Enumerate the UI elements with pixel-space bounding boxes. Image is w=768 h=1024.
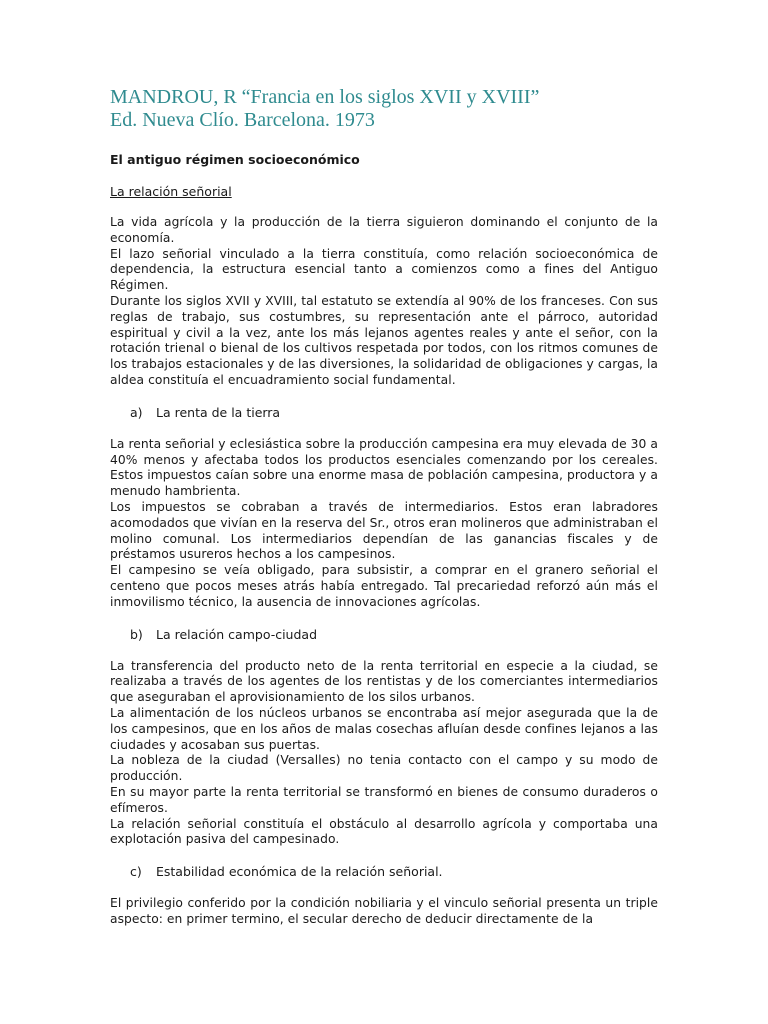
paragraph: La nobleza de la ciudad (Versalles) no tenia contacto con el campo y su modo de producción. <box>110 753 658 784</box>
section-c-block <box>110 896 658 928</box>
section-subheading: La relación señorial <box>110 184 232 199</box>
paragraph: La relación señorial constituía el obstáculo al desarrollo agrícola y comportaba una explotación pasiva del campesinado. <box>110 816 658 847</box>
list-item-title: Estabilidad económica de la relación señorial. <box>156 864 443 880</box>
paragraph: El lazo señorial vinculado a la tierra constituía, como relación socioeconómica de dependencia, la estructura esencial tanto a comienzos como a fines del Antiguo Régimen. <box>110 246 658 293</box>
paragraph: La transferencia del producto neto de la renta territorial en especie a la ciudad, se realizaba a través de los agentes de los rentistas y de los comerciantes intermediarios que aseguraban el aprovisionamiento de los silos urbanos. <box>110 658 658 705</box>
title-line-edition: Ed. Nueva Clío. Barcelona. 1973 <box>110 109 375 131</box>
list-item-c <box>130 864 658 880</box>
paragraph: La renta señorial y eclesiástica sobre la producción campesina era muy elevada de 30 a 40% menos y afectaba todos los productos esenciales comenzando por los cereales. Estos impuestos caían sobre una enorme masa de población campesina, productora y a menudo hambrienta. <box>110 436 658 499</box>
list-item-title: La relación campo-ciudad <box>156 626 318 642</box>
title-line-author: MANDROU, R “Francia en los siglos XVII y XVIII” <box>110 86 540 108</box>
paragraph: El privilegio conferido por la condición nobiliaria y el vinculo señorial presenta un triple aspecto: en primer termino, el secular derecho de deducir directamente de la <box>110 896 658 926</box>
list-marker: c) <box>130 864 142 880</box>
paragraph: La vida agrícola y la producción de la tierra siguieron dominando el conjunto de la economía. <box>110 215 658 245</box>
intro-block <box>110 215 658 389</box>
list-marker: a) <box>130 404 143 420</box>
section-a-block <box>110 437 658 611</box>
list-item-title: La renta de la tierra <box>156 404 281 420</box>
paragraph: El campesino se veía obligado, para subsistir, a comprar en el granero señorial el centeno que pocos meses atrás había entregado. Tal precariedad reforzó aún más el inmovilismo técnico, la ausencia de innovaciones agrícolas. <box>110 563 658 609</box>
document-title <box>110 86 658 132</box>
paragraph: Los impuestos se cobraban a través de intermediarios. Estos eran labradores acomodados que vivían en la reserva del Sr., otros eran molineros que administraban el molino comunal. Los intermediarios dependían de las ganancias fiscales y de préstamos usureros hechos a los campesinos. <box>110 499 658 562</box>
paragraph: La alimentación de los núcleos urbanos se encontraba así mejor asegurada que la de los campesinos, que en los años de malas cosechas afluían desde confines lejanos a las ciudades y acosaban sus puertas. <box>110 705 658 752</box>
list-item-a <box>130 405 658 421</box>
list-item-b <box>130 627 658 643</box>
list-marker: b) <box>130 626 143 642</box>
paragraph: En su mayor parte la renta territorial se transformó en bienes de consumo duraderos o efímeros. <box>110 784 658 815</box>
paragraph: Durante los siglos XVII y XVIII, tal estatuto se extendía al 90% de los franceses. Con sus reglas de trabajo, sus costumbres, su representación ante el párroco, autoridad espiritual y civil a la vez, ante los más lejanos agentes reales y ante el señor, con la rotación trienal o bienal de los cultivos respetada por todos, con los ritmos comunes de los trabajos estacionales y de las diversiones, la solidaridad de obligaciones y cargas, la aldea constituía el encuadramiento social fundamental. <box>110 293 658 387</box>
section-heading: El antiguo régimen socioeconómico <box>110 152 360 167</box>
section-b-block <box>110 659 658 849</box>
